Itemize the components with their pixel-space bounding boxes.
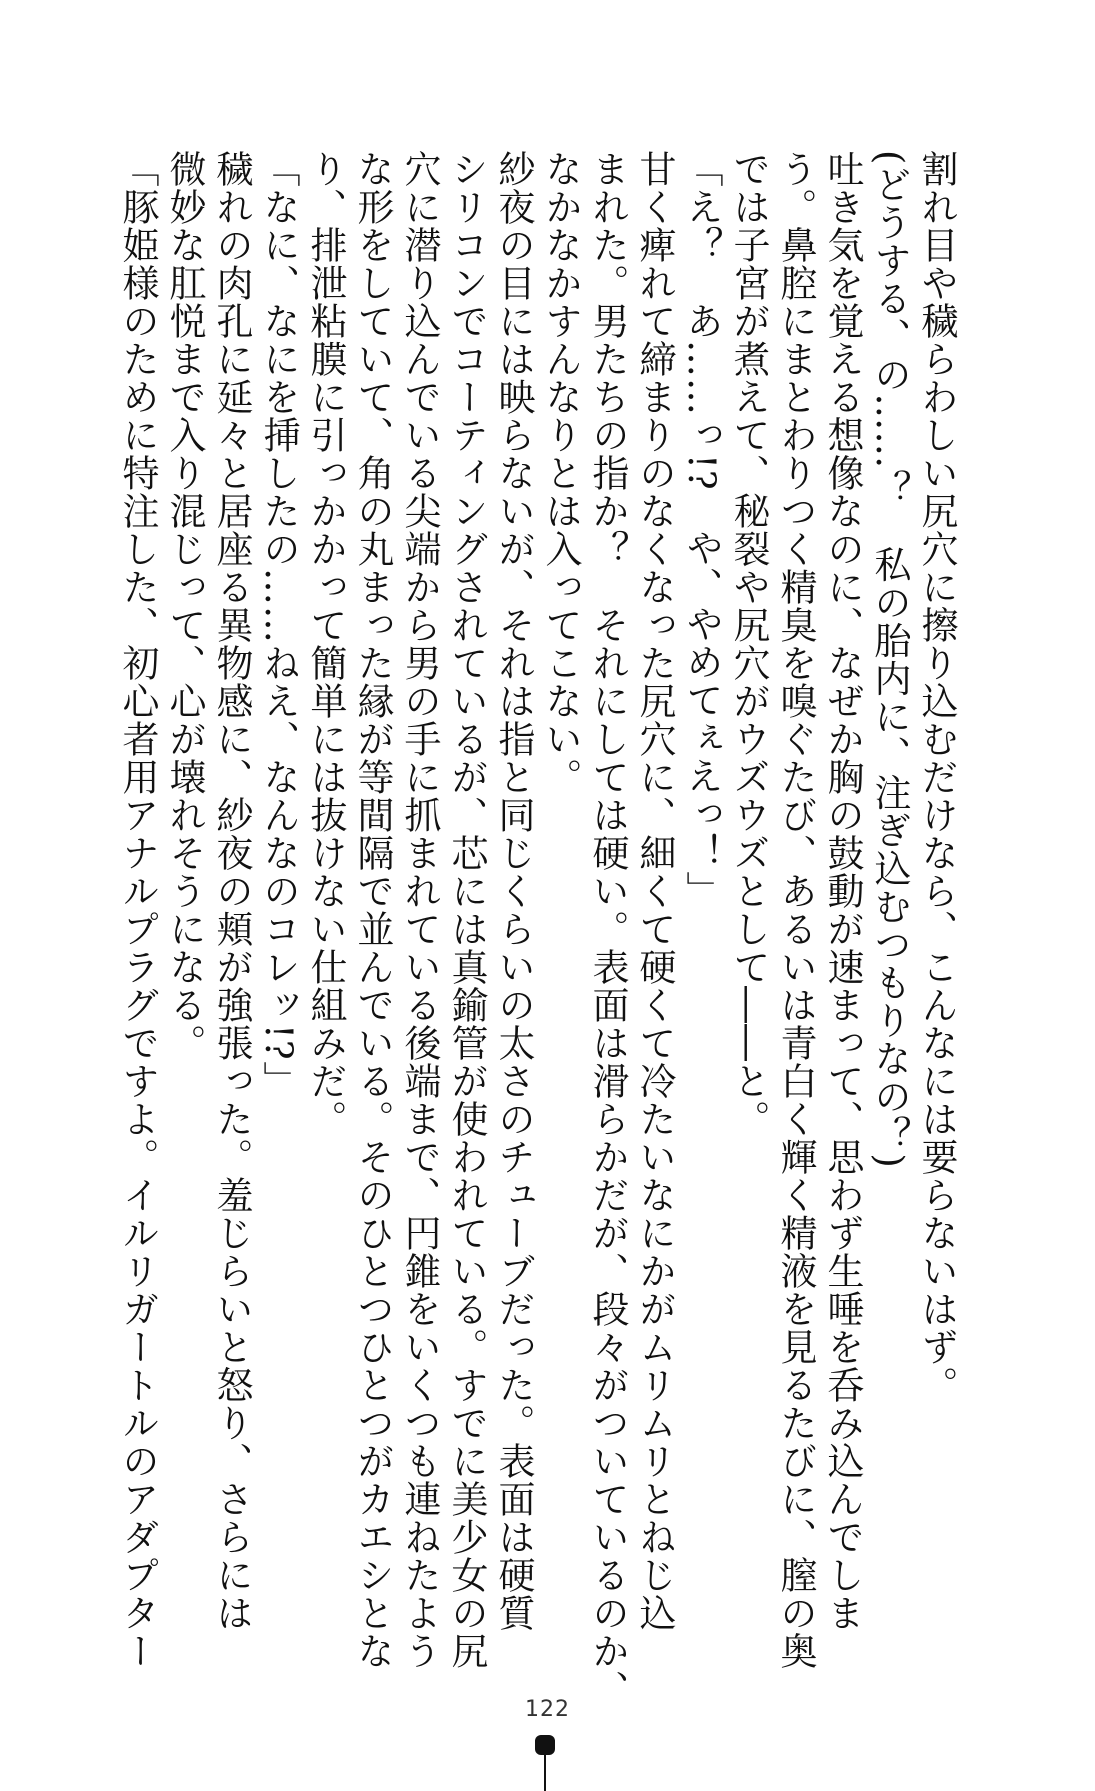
text-line: まれた。男たちの指か？ それにしては硬い。表面は滑らかだが、段々がついているのか、 <box>586 150 629 1708</box>
text-line: 穴に潜り込んでいる尖端から男の手に抓まれている後端まで、円錐をいくつも連ねたよう <box>398 150 441 1670</box>
text-line: なかなかすんなりとは入ってこない。 <box>539 150 582 796</box>
page-number: 122 <box>525 1697 570 1722</box>
text-line: 吐き気を覚える想像なのに、なぜか胸の鼓動が速まって、思わず生唾を呑み込んでしま <box>821 150 864 1632</box>
text-line: シリコンでコーティングされているが、芯には真鍮管が使われている。すでに美少女の尻 <box>445 150 488 1670</box>
text-line: (どうする、の……？ 私の胎内に、注ぎ込むつもりなの？) <box>868 150 911 1169</box>
text-line: 「なに、なにを挿したの……ねえ、なんなのコレッ!?」 <box>257 150 300 1099</box>
text-line: 微妙な肛悦まで入り混じって、心が壊れそうになる。 <box>163 150 206 1062</box>
folio-ornament-line <box>544 1755 546 1791</box>
text-line: 「豚姫様のために特注した、初心者用アナルプラグですよ。イルリガートルのアダプター <box>116 150 159 1670</box>
text-line: では子宮が煮えて、秘裂や尻穴がウズウズとして――と。 <box>727 150 770 1138</box>
text-line: 紗夜の目には映らないが、それは指と同じくらいの太さのチューブだった。表面は硬質 <box>492 150 535 1632</box>
text-line: 穢れの肉孔に延々と居座る異物感に、紗夜の頬が強張った。羞じらいと怒り、さらには <box>210 150 253 1632</box>
body-text <box>116 150 960 1708</box>
text-line: 甘く痺れて締まりのなくなった尻穴に、細くて硬くて冷たいなにかがムリムリとねじ込 <box>633 150 676 1632</box>
text-line: り、排泄粘膜に引っかかって簡単には抜けない仕組みだ。 <box>304 150 347 1138</box>
text-line: う。鼻腔にまとわりつく精臭を嗅ぐたび、あるいは青白く輝く精液を見るたびに、膣の奥 <box>774 150 817 1670</box>
text-line: な形をしていて、角の丸まった縁が等間隔で並んでいる。そのひとつひとつがカエシとな <box>351 150 394 1670</box>
folio-ornament <box>535 1735 555 1755</box>
text-line: 「え？ あ……っ!? や、やめてぇえっ！」 <box>680 150 723 909</box>
text-line: 割れ目や穢らわしい尻穴に擦り込むだけなら、こんなには要らないはず。 <box>915 150 958 1404</box>
